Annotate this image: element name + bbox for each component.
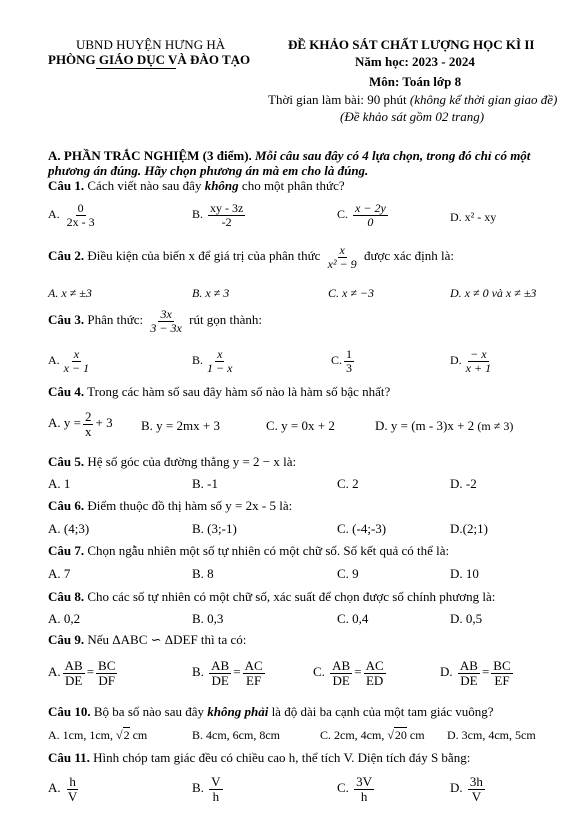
q6-option-a[interactable]: A. (4;3) [48,521,90,536]
q1-text [48,178,345,194]
q9-d2-num: BC [493,658,511,673]
time-main: Thời gian làm bài: 90 phút [268,92,407,107]
q9-d2-den: EF [494,672,510,688]
q2-option-b[interactable]: B. x ≠ 3 [192,286,230,300]
q4-text-body: Trong các hàm số sau đây hàm số nào là hàm số bậc nhất? [87,384,391,399]
q6-label: Câu 6. [48,498,85,513]
q6-text [48,498,292,514]
q9-option-a-label: A. [48,664,61,680]
q11-d-num: 3h [469,774,483,789]
q6-option-b[interactable]: B. (3;-1) [192,521,237,536]
q9-c1-num: AB [332,658,351,673]
exam-title: ĐỀ KHẢO SÁT CHẤT LƯỢNG HỌC KÌ II [288,37,535,52]
q9-b2-num: AC [244,658,263,673]
q5-option-a[interactable]: A. 1 [48,476,71,491]
q8-option-a[interactable]: A. 0,2 [48,611,81,626]
q4-a-den: x [84,423,92,439]
q7-label: Câu 7. [48,543,85,558]
q1-option-a-label: A. [48,206,60,221]
q4-text [48,384,390,400]
q11-option-b[interactable] [192,775,225,803]
q10-emph: không phải [207,704,269,719]
q7-text [48,543,449,559]
q9-option-d-label: D. [440,664,453,680]
q11-c-num: 3V [356,774,373,789]
q11-label: Câu 11. [48,750,90,765]
q3-option-d-label: D. [450,352,462,367]
q10-a-root: 2 [123,728,130,742]
q9-b2-den: EF [246,672,262,688]
q3-text-a: Phân thức: [87,312,144,328]
q1-c-den: 0 [367,214,374,229]
q2-text-a: Điều kiện của biến x để giá trị của phân thức [87,248,321,264]
q4-label: Câu 4. [48,384,85,399]
q1-option-b-label: B. [192,206,204,221]
q10-text [48,704,494,720]
q3-c-num: 1 [346,347,353,361]
q11-b-num: V [211,774,221,789]
q1-option-c-label: C. [337,206,349,221]
q1-text-a: Cách viết nào sau đây [87,178,202,193]
q5-text [48,454,296,470]
q9-b1-num: AB [211,658,230,673]
q4-option-d[interactable] [375,418,513,434]
q2-option-d[interactable]: D. x ≠ 0 và x ≠ ±3 [450,286,537,300]
q3-c-den: 3 [346,360,353,375]
q8-text [48,589,495,605]
q11-a-num: h [69,774,76,789]
q3-option-c[interactable] [331,348,356,374]
q9-a2-den: DF [98,672,116,688]
q5-option-b[interactable]: B. -1 [192,476,218,491]
q3-option-a-label: A. [48,352,60,367]
q11-option-a-label: A. [48,780,61,796]
q9-text [48,632,246,648]
q10-c-post: cm [409,728,425,742]
q10-a-post: cm [132,728,148,742]
org-line-2: PHÒNG GIÁO DỤC VÀ ĐÀO TẠO [48,52,251,67]
q10-text-a: Bộ ba số nào sau đây [93,704,204,719]
q9-d1-num: AB [459,658,478,673]
q7-text-body: Chọn ngẫu nhiên một số tự nhiên có một chữ số. Số kết quả có thể là: [87,543,450,558]
q1-option-a[interactable] [48,202,99,228]
q11-option-b-label: B. [192,780,204,796]
q3-frac-num: 3x [160,307,172,321]
q1-a-num: 0 [77,201,84,215]
org-line-1: UBND HUYỆN HƯNG HÀ [76,37,226,52]
q8-option-c[interactable]: C. 0,4 [337,611,369,626]
q4-d-main: D. y = (m - 3)x + 2 [375,418,475,433]
q10-option-b[interactable]: B. 4cm, 6cm, 8cm [192,728,280,742]
q9-c2-num: AC [365,658,384,673]
q1-label: Câu 1. [48,178,85,193]
q1-option-b[interactable] [192,202,247,228]
q3-option-b-label: B. [192,352,204,367]
q9-d1-den: DE [460,672,478,688]
q8-option-d[interactable]: D. 0,5 [450,611,483,626]
q2-option-a[interactable]: A. x ≠ ±3 [48,286,92,300]
q9-text-body: Nếu ΔABC ∽ ΔDEF thì ta có: [87,632,247,647]
q7-option-a[interactable]: A. 7 [48,566,71,581]
q10-c-root: 20 [394,728,407,742]
q6-option-c[interactable]: C. (-4;-3) [337,521,387,536]
q9-a1-den: DE [65,672,83,688]
q3-d-den: x + 1 [465,360,492,375]
q3-a-den: x − 1 [63,360,90,375]
section-a-heading [48,148,530,164]
q4-d-note: (m ≠ 3) [477,419,514,433]
q3-option-c-label: C. [331,352,343,367]
q10-label: Câu 10. [48,704,91,719]
q9-option-d[interactable]: D. $\frac{AB}{DE}$ = $\frac{BC}{EF}$ [440,658,511,688]
q3-a-num: x [73,347,80,361]
q9-option-c-label: C. [313,664,325,680]
q4-option-a[interactable] [48,410,113,438]
section-a-instruction-2: phương án đúng. Hãy chọn phương án mà em cho là đúng. [48,163,369,178]
q1-a-den: 2x - 3 [66,214,95,229]
q11-d-den: V [471,788,482,804]
section-a-title: A. PHẦN TRẮC NGHIỆM (3 điểm). [48,148,252,163]
q3-option-b[interactable] [192,348,236,374]
school-year: Năm học: 2023 - 2024 [355,54,475,69]
q8-text-body: Cho các số tự nhiên có một chữ số, xác suất để chọn được số chính phương là: [87,589,496,604]
q11-option-d-label: D. [450,780,463,796]
q3-b-den: 1 − x [207,360,233,375]
q11-option-c[interactable] [337,775,376,803]
q1-b-den: -2 [221,214,232,229]
pages-note: (Đề khảo sát gồm 02 trang) [340,109,485,124]
q9-label: Câu 9. [48,632,85,647]
q11-b-den: h [212,788,220,804]
q1-b-num: xy - 3z [210,201,244,215]
q7-option-b[interactable]: B. 8 [192,566,214,581]
q10-a-pre: A. 1cm, 1cm, [48,728,113,742]
q6-text-body: Điểm thuộc đồ thị hàm số y = 2x - 5 là: [87,498,293,513]
q9-c2-den: ED [365,672,384,688]
q1-text-b: cho một phân thức? [241,178,345,193]
time-note: (không kể thời gian giao đề) [409,92,558,107]
q5-text-body: Hệ số góc của đường thẳng y = 2 − x là: [87,454,297,469]
q10-option-a[interactable]: A. 1cm, 1cm, √2 cm [48,728,148,742]
q11-text [48,750,470,766]
q1-option-d[interactable] [450,210,496,225]
q10-option-d[interactable]: D. 3cm, 4cm, 5cm [447,728,536,742]
q9-a1-num: AB [64,658,83,673]
q1-option-d-label: D. [450,210,462,224]
q9-option-b[interactable]: B. $\frac{AB}{DE}$ = $\frac{AC}{EF}$ [192,658,263,688]
section-a-instruction: Mỗi câu sau đây có 4 lựa chọn, trong đó chỉ có một [255,148,531,163]
q1-c-num: x − 2y [355,201,386,215]
q9-b1-den: DE [211,672,229,688]
q11-option-a[interactable] [48,775,81,803]
q4-a-post: + 3 [95,415,113,431]
q3-b-num: x [217,347,223,361]
q2-option-c[interactable]: C. x ≠ −3 [328,286,375,300]
q6-option-d[interactable]: D.(2;1) [450,521,488,536]
q2-text [48,244,454,270]
header-divider [96,68,176,69]
q4-a-num: 2 [84,409,92,424]
q8-option-b[interactable]: B. 0,3 [192,611,224,626]
q4-option-c[interactable]: C. y = 0x + 2 [266,418,335,433]
q9-option-c[interactable]: C. $\frac{AB}{DE}$ = $\frac{AC}{ED}$ [313,658,384,688]
q1-option-c[interactable] [337,202,390,228]
q4-a-pre: A. y = [48,415,81,431]
q10-c-pre: C. 2cm, 4cm, [320,728,385,742]
q2-label: Câu 2. [48,248,85,264]
q3-d-num: − x [470,347,487,361]
q11-option-c-label: C. [337,780,349,796]
q3-text-b: rút gọn thành: [189,312,263,328]
q11-a-den: V [67,788,78,804]
q10-text-b: là độ dài ba cạnh của một tam giác vuông? [271,704,494,719]
q11-c-den: h [360,788,368,804]
q7-option-c[interactable]: C. 9 [337,566,359,581]
q3-option-d[interactable] [450,348,495,374]
q9-a2-num: BC [98,658,116,673]
q3-frac-den: 3 − 3x [150,320,182,335]
q11-option-d[interactable] [450,775,487,803]
q2-frac-den: x² − 9 [327,256,357,271]
q3-label: Câu 3. [48,312,85,328]
q1-emph: không [204,178,239,193]
q5-option-d[interactable]: D. -2 [450,476,477,491]
q10-option-c[interactable]: C. 2cm, 4cm, √20 cm [320,728,425,742]
q1-d-value: x² - xy [464,210,497,224]
q2-text-b: được xác định là: [363,248,455,264]
q8-label: Câu 8. [48,589,85,604]
q5-option-c[interactable]: C. 2 [337,476,359,491]
q2-frac-num: x [339,243,345,257]
q9-option-b-label: B. [192,664,204,680]
subject: Môn: Toán lớp 8 [369,74,462,89]
time-line [268,92,557,108]
q9-option-a[interactable]: A. $\frac{AB}{DE}$ = $\frac{BC}{DF}$ [48,658,116,688]
q5-label: Câu 5. [48,454,85,469]
q3-text [48,308,262,334]
q9-c1-den: DE [332,672,350,688]
q11-text-body: Hình chóp tam giác đều có chiều cao h, thể tích V. Diện tích đáy S bằng: [93,750,471,765]
q4-option-b[interactable]: B. y = 2mx + 3 [141,418,220,433]
q3-option-a[interactable] [48,348,93,374]
q7-option-d[interactable]: D. 10 [450,566,479,581]
